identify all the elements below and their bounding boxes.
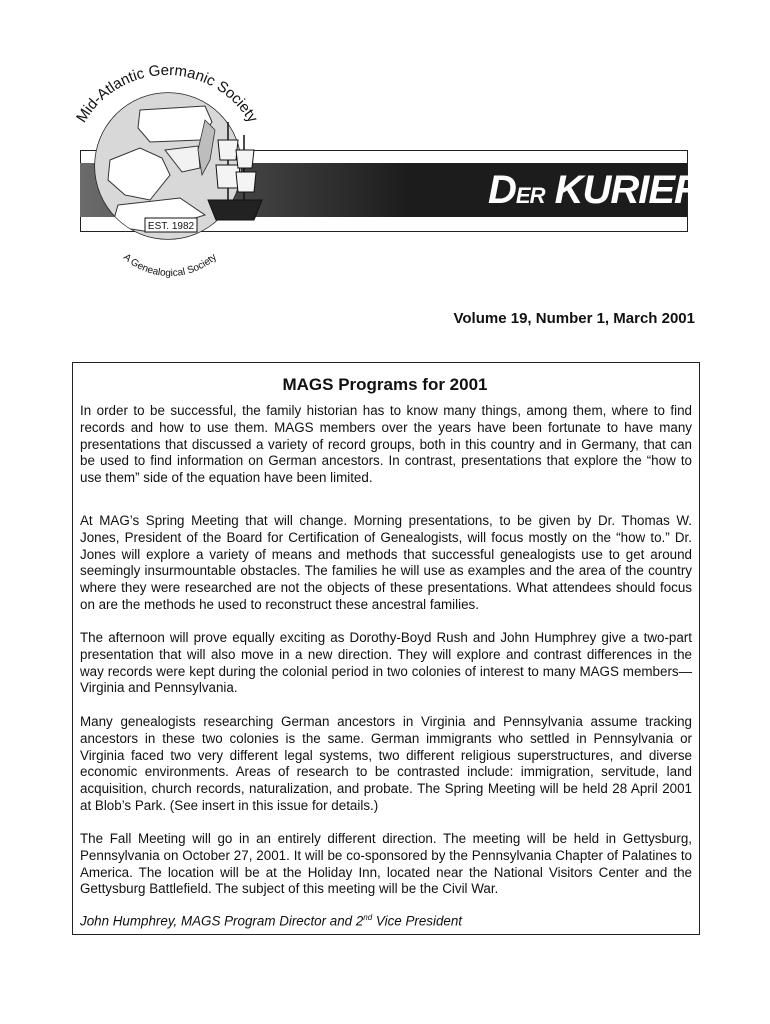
signature-title: Vice President [372,913,463,929]
title-name: KURIER [554,168,702,212]
est-ribbon [145,218,197,232]
subtitle-arc [121,252,219,279]
signature-superscript: nd [363,913,373,922]
article-paragraph: The afternoon will prove equally exciting as Dorothy-Boyd Rush and John Humphrey give a two-part presentation that will also move in a new direction. They will explore and contrast differences in the way records were kept during the colonial period in two colonies of interest to many MAGS members—Virginia and Pennsylvania. [80,630,692,696]
subtitle-text: A Genealogical Society [121,251,219,280]
article-title: MAGS Programs for 2001 [282,375,488,394]
title-initial: D [488,168,516,212]
article-signature [80,913,692,928]
society-name-text: Mid-Atlantic Germanic Society [73,61,262,126]
issue-info: Volume 19, Number 1, March 2001 [453,310,695,327]
masthead [0,0,770,300]
signature-text: John Humphrey, MAGS Program Director and 2 [80,913,364,929]
title-prefix: ER [515,183,545,208]
est-label: EST. 1982 [147,221,195,232]
newsletter-title [488,168,702,212]
article-paragraph: In order to be successful, the family historian has to know many things, among them, where to find records and how to use them. MAGS members over the years have been fortunate to have many presentations that discussed a variety of record groups, both in this country and in Germany, that can be used to find information on German ancestors. In contrast, presentations that explore the “how to use them” side of the equation have been limited. [80,403,692,486]
article-paragraph: At MAG’s Spring Meeting that will change. Morning presentations, to be given by Dr. Thomas W. Jones, President of the Board for Certification of Genealogists, will focus mostly on the “how to.” Dr. Jones will explore a variety of means and methods that successful genealogists use to get around seemingly insurmountable obstacles. The families he will use as examples and the area of the country where they were researched are not the objects of these presentations. What attendees should focus on are the methods he used to reconstruct these ancestral families. [80,513,692,612]
society-seal-logo [0,0,300,300]
article-paragraph: The Fall Meeting will go in an entirely different direction. The meeting will be held in Gettysburg, Pennsylvania on October 27, 2001. It will be co-sponsored by the Pennsylvania Chapter of Palatines to America. The location will be at the Holiday Inn, located near the National Visitors Center and the Gettysburg Battlefield. The subject of this meeting will be the Civil War. [80,831,692,897]
article-paragraph: Many genealogists researching German ancestors in Virginia and Pennsylvania assume tracking ancestors in these two colonies is the same. German immigrants who settled in Pennsylvania or Virginia faced two very different legal systems, two different religious superstructures, and diverse economic environments. Areas of research to be contrasted include: immigration, servitude, land acquisition, church records, naturalization, and probate. The Spring Meeting will be held 28 April 2001 at Blob’s Park. (See insert in this issue for details.) [80,714,692,813]
